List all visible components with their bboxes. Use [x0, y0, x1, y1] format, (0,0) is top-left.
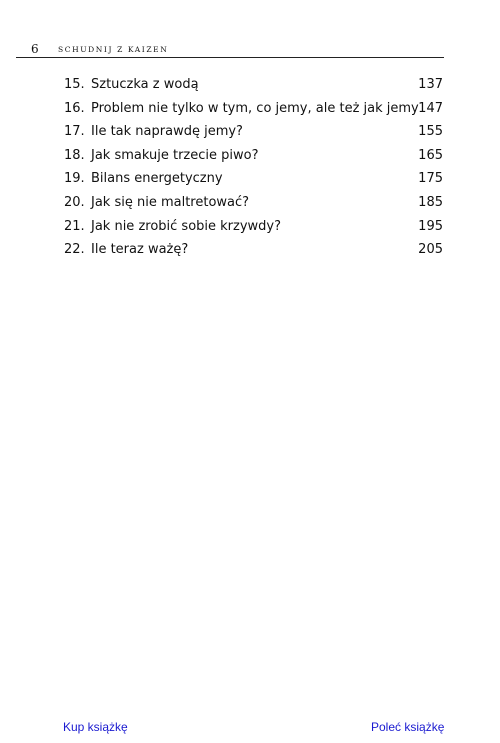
- toc-entry: [64, 167, 444, 191]
- toc-entry: [64, 238, 444, 262]
- entry-number: 21.: [64, 218, 85, 234]
- entry-title: Ile teraz ważę?: [91, 242, 189, 258]
- entry-title: Jak nie zrobić sobie krzywdy?: [91, 218, 282, 234]
- entry-number: 20.: [64, 194, 85, 210]
- entry-title: Ile tak naprawdę jemy?: [91, 124, 243, 140]
- entry-title: Jak się nie maltretować?: [91, 194, 250, 210]
- entry-title: Jak smakuje trzecie piwo?: [91, 147, 259, 163]
- entry-number: 19.: [64, 171, 85, 187]
- toc-entry: [64, 215, 444, 239]
- toc-entry: [64, 97, 444, 121]
- entry-title: Bilans energetyczny: [91, 171, 223, 187]
- recommend-book-link[interactable]: Poleć książkę: [371, 720, 445, 734]
- entry-page-number: 155: [418, 124, 443, 140]
- entry-page-number: 165: [418, 147, 443, 163]
- toc-entry: [64, 144, 444, 168]
- entry-number: 18.: [64, 147, 85, 163]
- entry-page-number: 205: [418, 242, 443, 258]
- toc-entry: [64, 120, 444, 144]
- entry-title: Sztuczka z wodą: [91, 77, 199, 92]
- entry-number: 16.: [64, 100, 85, 116]
- entry-number: 17.: [64, 124, 85, 140]
- entry-page-number: 137: [418, 77, 443, 92]
- table-of-contents: [64, 73, 444, 262]
- entry-page-number: 195: [418, 218, 443, 234]
- running-head: [16, 42, 444, 58]
- entry-number: 15.: [64, 77, 85, 92]
- entry-page-number: 185: [418, 194, 443, 210]
- toc-entry: [64, 191, 444, 215]
- page-number: 6: [31, 42, 39, 56]
- entry-page-number: 147: [418, 100, 443, 116]
- entry-number: 22.: [64, 242, 85, 258]
- entry-page-number: 175: [418, 171, 443, 187]
- toc-entry: [64, 73, 444, 97]
- book-title: SCHUDNIJ Z KAIZEN: [58, 45, 169, 54]
- entry-title: Problem nie tylko w tym, co jemy, ale też jak jemy: [91, 100, 419, 116]
- buy-book-link[interactable]: Kup książkę: [63, 720, 128, 734]
